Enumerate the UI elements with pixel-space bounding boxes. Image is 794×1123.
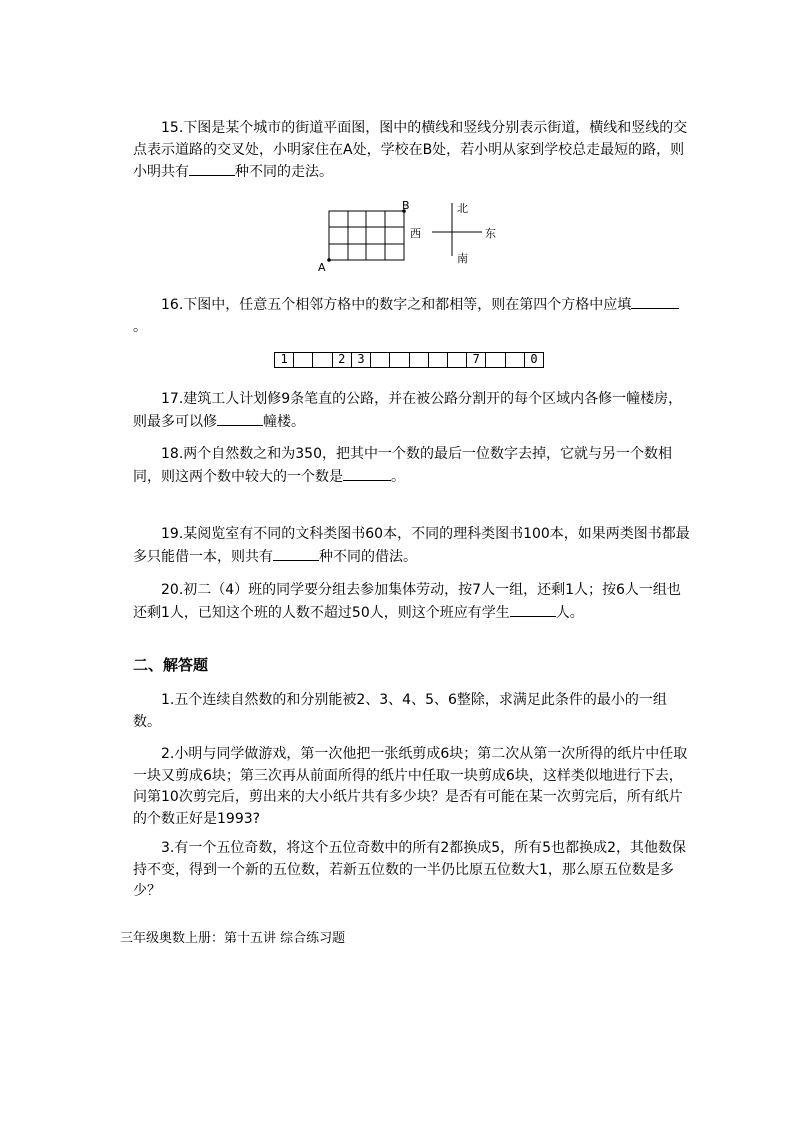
answer-blank [273,546,319,561]
question-16-tail: 。 [133,318,147,335]
problem-3 [133,838,693,903]
problem-2 [133,744,693,830]
compass-west: 西 [410,227,421,240]
question-20-tail: 人。 [555,604,584,621]
question-17-tail: 幢楼。 [263,413,305,430]
street-grid [329,211,404,260]
answer-blank [189,161,235,176]
label-b: B [402,199,410,212]
problem-2-text: 2.小明与同学做游戏，第一次他把一张纸剪成6块；第二次从第一次所得的纸片中任取一块又剪成6块；第三次再从前面所得的纸片中任取一块剪成6块，这样类似地进行下去，问第10次剪完后，剪出来的大小纸片共有多少块？是否有可能在某一次剪完后，所有纸片的个数正好是1993? [133,746,688,827]
answer-blank [217,411,263,426]
answer-blank [631,294,679,309]
answer-blank [510,602,556,617]
strip-cell [313,353,332,367]
strip-cell: 1 [275,353,294,367]
problem-3-text: 3.有一个五位奇数，将这个五位奇数中的所有2都换成5，所有5也都换成2，其他数保持不变，得到一个新的五位数，若新五位数的一半仍比原五位数大1，那么原五位数是多少？ [133,840,686,899]
question-19-tail: 种不同的借法。 [319,548,417,565]
question-19-text: 19.某阅览室有不同的文科类图书60本，不同的理科类图书100本，如果两类图书都最多只能借一本，则共有 [133,526,690,565]
question-19 [133,524,693,568]
question-16-text: 16.下图中，任意五个相邻方格中的数字之和都相等，则在第四个方格中应填 [161,297,632,313]
strip-cell [294,353,313,367]
problem-1-text: 1.五个连续自然数的和分别能被2、3、4、5、6整除，求满足此条件的最小的一组数。 [133,692,667,730]
strip-cell [390,353,409,367]
strip-cell [371,353,390,367]
point-a [327,258,331,262]
question-18-tail: 。 [391,468,405,485]
question-17-text: 17.建筑工人计划修9条笔直的公路，并在被公路分割开的每个区域内各修一幢楼房，则最多可以修 [133,391,683,430]
label-a: A [318,261,326,274]
answer-blank [343,466,391,481]
compass-east: 东 [485,227,496,240]
question-15 [133,118,693,184]
strip-cell: 2 [333,353,352,367]
strip-cell [429,353,448,367]
strip-cell: 3 [352,353,371,367]
strip-cell [448,353,467,367]
strip-cell [506,353,525,367]
question-15-tail: 种不同的走法。 [235,164,333,180]
section-title: 二、解答题 [133,656,209,674]
page-footer: 三年级奥数上册：第十五讲 综合练习题 [120,931,346,946]
strip-cell: 0 [530,352,538,366]
problem-1 [133,690,693,733]
strip-cell: 7 [467,353,486,367]
question-20-text: 20.初二（4）班的同学要分组去参加集体劳动，按7人一组，还剩1人；按6人一组也还剩1人，已知这个班的人数不超过50人，则这个班应有学生 [133,582,681,621]
question-18-text: 18.两个自然数之和为350，把其中一个数的最后一位数字去掉，它就与另一个数相同，则这两个数中较大的一个数是 [133,446,672,485]
strip-cell [486,353,505,367]
strip-cell [410,353,429,367]
question-20 [133,580,693,624]
question-17 [133,389,693,433]
compass-north: 北 [457,202,468,215]
compass-south: 南 [457,252,468,265]
question-15-text: 15.下图是某个城市的街道平面图，图中的横线和竖线分别表示街道，横线和竖线的交点表示道路的交叉处，小明家住在A处，学校在B处，若小明从家到学校总走最短的路，则小明共有 [133,120,688,180]
question-16 [133,294,693,338]
number-strip [274,352,544,368]
question-18 [133,444,693,488]
street-map-figure [310,196,510,276]
